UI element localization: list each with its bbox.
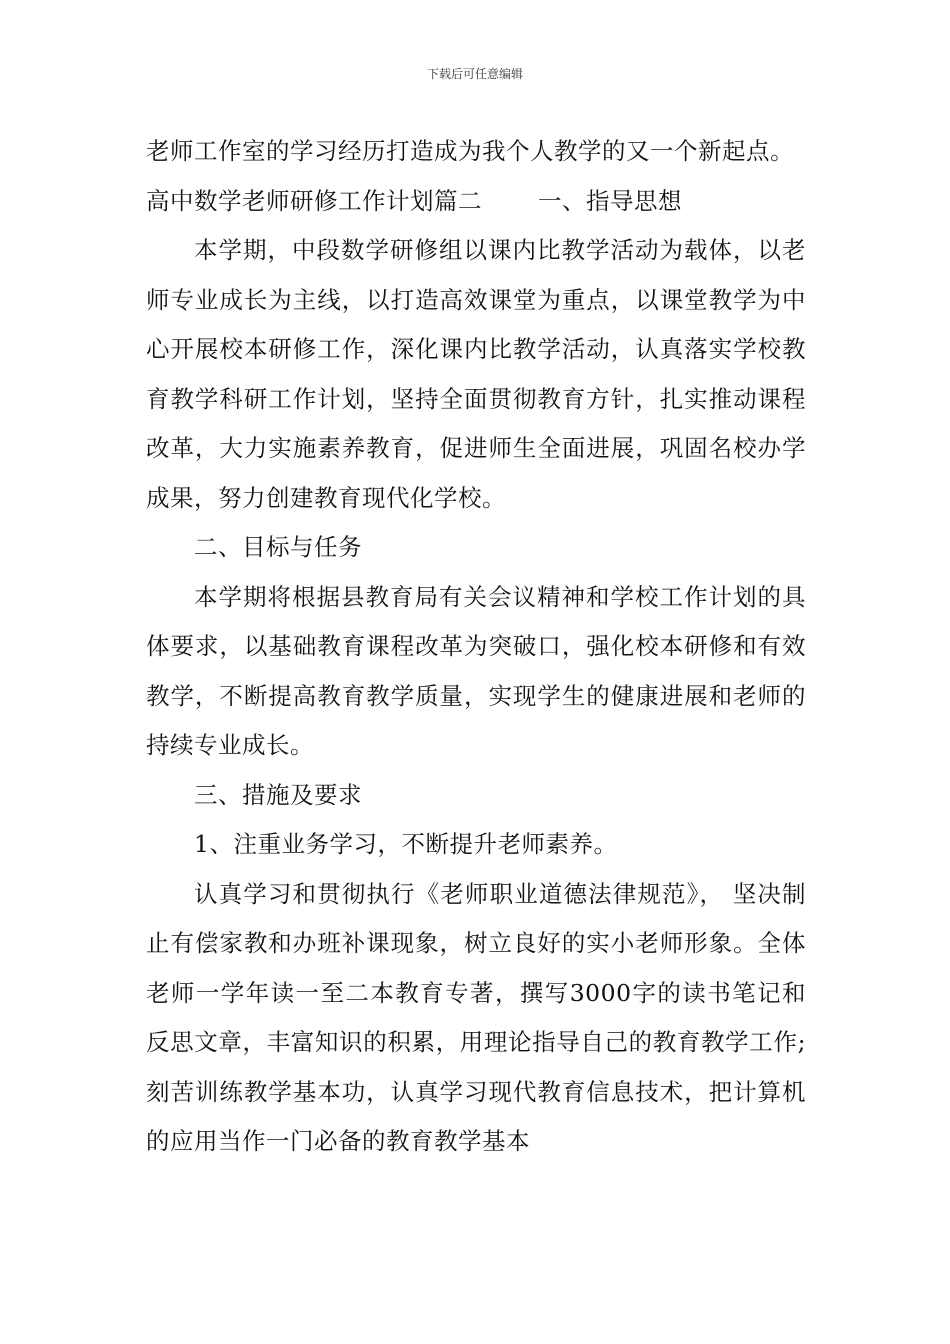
heading-goals: 二、目标与任务	[194, 533, 362, 561]
section-title-line: 高中数学老师研修工作计划篇二 一、指导思想	[146, 186, 682, 215]
paragraph-guiding-thought: 本学期，中段数学研修组以课内比教学活动为载体，以老师专业成长为主线，以打造高效课堂为重点，以课堂教学为中心开展校本研修工作，深化课内比教学活动，认真落实学校教育教学科研工作计划，坚持全面贯彻教育方针，扎实推动课程改革，大力实施素养教育，促进师生全面进展，巩固名校办学成果，努力创建教育现代化学校。	[146, 236, 806, 512]
paragraph-measures-detail: 认真学习和贯彻执行《老师职业道德法律规范》， 坚决制止有偿家教和办班补课现象，树立良好的实小老师形象。全体老师一学年读一至二本教育专著，撰写3000字的读书笔记和反思文章，丰富知识的积累，用理论指导自己的教育教学工作;刻苦训练教学基本功，认真学习现代教育信息技术，把计算机的应用当作一门必备的教育教学基本	[146, 879, 806, 1155]
document-body	[146, 127, 806, 1167]
paragraph-goals: 本学期将根据县教育局有关会议精神和学校工作计划的具体要求，以基础教育课程改革为突破口，强化校本研修和有效教学，不断提高教育教学质量，实现学生的健康进展和老师的持续专业成长。	[146, 582, 806, 759]
list-item-1: 1、注重业务学习，不断提升老师素养。	[194, 830, 618, 858]
page-header-note: 下载后可任意编辑	[426, 67, 523, 81]
heading-measures: 三、措施及要求	[194, 780, 362, 809]
paragraph-continuation: 老师工作室的学习经历打造成为我个人教学的又一个新起点。	[146, 137, 794, 165]
